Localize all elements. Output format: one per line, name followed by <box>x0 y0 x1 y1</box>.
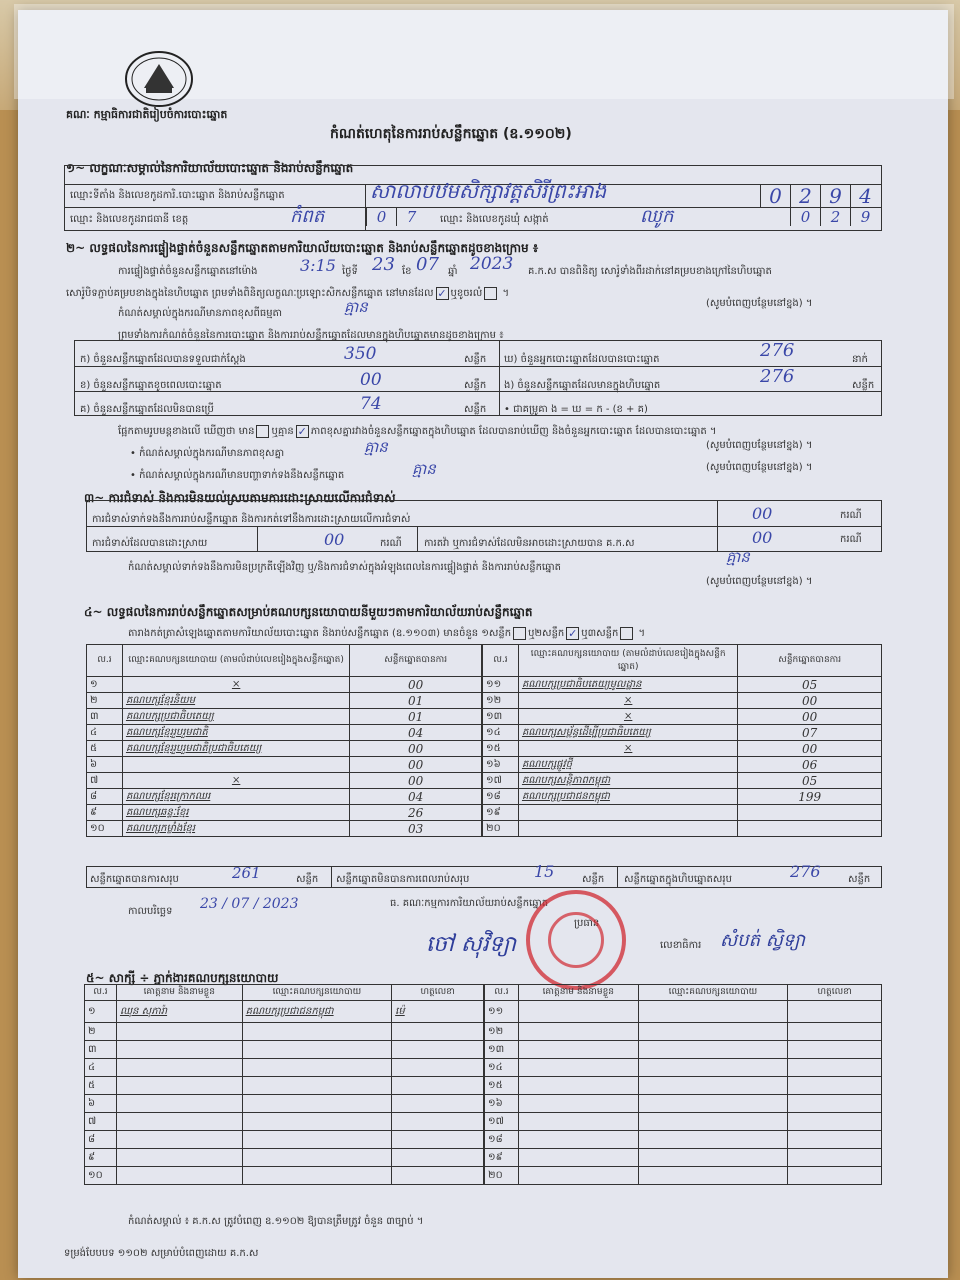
row-votes <box>738 821 882 837</box>
chair-label: ប្រធាន <box>574 918 600 929</box>
table-row <box>483 725 882 741</box>
table-row <box>85 1001 484 1023</box>
site-name: សាលាបឋមសិក្សាវត្តសិរីព្រះអាង <box>370 179 607 203</box>
total-invalid-value: 15 <box>534 862 555 881</box>
verify-time: 3:15 <box>300 256 336 275</box>
table-row <box>87 805 482 821</box>
col-name-header: គោត្តនាម និងនាមខ្លួន <box>518 985 638 1001</box>
row-party: × <box>518 693 737 709</box>
organization-name: គណៈ កម្មាធិការជាតិរៀបចំការបោះឆ្នោត <box>66 108 228 121</box>
table-row <box>87 789 482 805</box>
row-votes: 00 <box>350 757 482 773</box>
province-name: កំពត <box>290 206 325 227</box>
section4-sub: តារាងកត់ត្រាសំឡេងឆ្នោតតាមការិយាល័យបោះឆ្នោត និងរាប់សន្លឹកឆ្នោត (ឧ.១១០៣) មានចំនួន ១សន្លឹក ឬ២សន្លឹក ✓ ឬ៣សន្លឹក ។ <box>128 626 646 640</box>
row-no: ១១ <box>485 1001 519 1023</box>
row-votes <box>738 805 882 821</box>
col-sign-header: ហត្ថលេខា <box>392 985 484 1001</box>
col-votes-header: សន្លឹកឆ្នោតបានការ <box>350 645 482 677</box>
table-row <box>483 805 882 821</box>
row-no: ២ <box>85 1023 117 1041</box>
table-row <box>485 1131 882 1149</box>
note3-value: គ្មាន <box>412 460 436 478</box>
row-no: ៨ <box>85 1131 117 1149</box>
row-no: ១០ <box>87 821 123 837</box>
table-row <box>87 821 482 837</box>
row-votes: 06 <box>738 757 882 773</box>
verify-time-label: ការផ្ទៀងផ្ទាត់ចំនួនសន្លឹកឆ្នោតនៅម៉ោង <box>118 266 258 277</box>
row-no: ៣ <box>85 1041 117 1059</box>
section3-title: ៣~ ការជំទាស់ និងការមិនយល់ស្របតាមការដោះស្រាយលើការជំទាស់ <box>84 491 396 505</box>
table-row <box>85 1095 484 1113</box>
row-no: ១៣ <box>485 1041 519 1059</box>
day-label: ថ្ងៃទី <box>342 266 358 277</box>
witness-header-row <box>485 985 882 1001</box>
row-votes: 00 <box>350 773 482 789</box>
verify-month: 07 <box>416 254 439 275</box>
col-party-header: ឈ្មោះគណបក្សនយោបាយ (តាមលំដាប់លេខរៀងក្នុងសន្លឹកឆ្នោត) <box>122 645 349 677</box>
no-diff-label: ឬគ្មាន <box>271 426 294 437</box>
two-sheets-label: ឬ២សន្លឹក <box>528 628 565 639</box>
table-row <box>85 1167 484 1185</box>
row-no: ២០ <box>485 1167 519 1185</box>
province-label: ឈ្មោះ និងលេខកូដរាជធានី ខេត្ត <box>70 214 189 225</box>
objection-r2-unit: ករណី <box>380 538 402 549</box>
table-row <box>87 693 482 709</box>
section4-title: ៤~ លទ្ធផលនៃការរាប់សន្លឹកឆ្នោតសម្រាប់គណបក្សនយោបាយនីមួយៗតាមការិយាល័យរាប់សន្លឹកឆ្នោត <box>84 605 533 619</box>
one-sheet-checkbox[interactable] <box>513 627 526 640</box>
secretary-signature: សំបត់ ស្វិទ្យា <box>720 930 806 951</box>
row-no: ២០ <box>483 821 519 837</box>
count-d-unit: នាក់ <box>852 354 868 365</box>
table-row <box>87 741 482 757</box>
table-row <box>85 1131 484 1149</box>
row-party: គណបក្សផ្លូវថ្មី <box>518 757 737 773</box>
verify-day: 23 <box>372 254 395 275</box>
count-formula: • ជាគម្រូគា ង = ឃ = ក - (ខ + គ) <box>504 404 648 415</box>
total-box-value: 276 <box>790 862 821 881</box>
damaged-checkbox[interactable] <box>484 287 497 300</box>
row-party: គណបក្សប្រជាធិបតេយ្យ <box>122 709 349 725</box>
row-no: ៩ <box>87 805 123 821</box>
totals-row <box>86 866 882 888</box>
table-row <box>483 709 882 725</box>
count-e-label: ង) ចំនួនសន្លឹកឆ្នោតដែលមានក្នុងហិបឆ្នោត <box>504 380 661 391</box>
table-row <box>87 677 482 693</box>
objection-note-hint: (សូមបំពេញបន្ថែមនៅខ្នង) ។ <box>706 576 813 587</box>
commune-name: ឈូក <box>640 206 674 227</box>
table-row <box>85 1149 484 1167</box>
section2-title: ២~ លទ្ធផលនៃការផ្ទៀងផ្ទាត់ចំនួនសន្លឹកឆ្នោតតាមការិយាល័យបោះឆ្នោត និងរាប់សន្លឹកឆ្នោតដូចខាងក្រោម ៖ <box>66 241 539 255</box>
nec-emblem-logo <box>124 50 194 108</box>
row-no: ៤ <box>85 1059 117 1077</box>
row-sign: ម៉េ <box>392 1001 484 1023</box>
row-votes: 07 <box>738 725 882 741</box>
table-row <box>485 1001 882 1023</box>
row-votes: 00 <box>738 709 882 725</box>
objection-r2b-value: 00 <box>752 528 773 547</box>
row-no: ១ <box>87 677 123 693</box>
table-row <box>485 1041 882 1059</box>
stamp-inner-ring <box>548 912 604 968</box>
row-party: × <box>518 709 737 725</box>
count-a-label: ក) ចំនួនសន្លឹកឆ្នោតដែលបានទទួលជាក់ស្តែង <box>80 354 246 365</box>
objection-r1-unit: ករណី <box>840 510 862 521</box>
total-invalid-unit: សន្លឹក <box>582 874 605 885</box>
table-row <box>85 1023 484 1041</box>
row-no: ១០ <box>85 1167 117 1185</box>
date-label: កាលបរិច្ឆេទ <box>128 906 173 917</box>
table-row <box>485 1095 882 1113</box>
col-no-header: ល.រ <box>485 985 519 1001</box>
note1-value: គ្មាន <box>344 298 368 316</box>
row-votes: 00 <box>738 741 882 757</box>
check-line-rest: ភាពខុសគ្នារវាងចំនួនសន្លឹកឆ្នោតក្នុងហិបឆ្នោត ដែលបានរាប់ឃើញ និងចំនួនអ្នកបោះឆ្នោត ដែលបានបោះឆ្នោត ។ <box>310 426 717 437</box>
row-votes: 04 <box>350 725 482 741</box>
count-c-unit: សន្លឹក <box>464 404 487 415</box>
table-row <box>485 1149 882 1167</box>
row-votes: 26 <box>350 805 482 821</box>
row-no: ៤ <box>87 725 123 741</box>
table-row <box>85 1041 484 1059</box>
form-title: កំណត់ហេតុនៃការរាប់សន្លឹកឆ្នោត (ឧ.១១០២) <box>330 126 572 142</box>
row-no: ១៦ <box>483 757 519 773</box>
row-no: ១៥ <box>485 1077 519 1095</box>
total-valid-value: 261 <box>232 864 261 882</box>
note2-label: • កំណត់សម្គាល់ក្នុងករណីមានភាពខុសគ្នា <box>130 448 285 459</box>
list-intro: ព្រមទាំងការកំណត់ចំនួននៃការបោះឆ្នោត និងការរាប់សន្លឹកឆ្នោតដែលមានក្នុងហិបឆ្នោតមានដូចខាងក្រោម ៖ <box>118 330 504 341</box>
objection-r2-value: 00 <box>324 530 345 549</box>
results-table-left <box>86 644 482 837</box>
verify-line1: គ.ក.ស បានពិនិត្យ សោរ៉ូទាំងពីរដាក់នៅគម្របខាងក្រៅនៃហិបឆ្នោត <box>528 266 772 277</box>
count-b-unit: សន្លឹក <box>464 380 487 391</box>
row-party: គណបក្សប្រជាធិបតេយ្យមូលដ្ឋាន <box>518 677 737 693</box>
row-no: ៨ <box>87 789 123 805</box>
table-row <box>87 725 482 741</box>
objection-r1-label: ការជំទាស់ទាក់ទងនឹងការរាប់សន្លឹកឆ្នោត និងការកត់ទៅនឹងការដោះស្រាយលើការជំទាស់ <box>92 514 411 525</box>
row-no: ១១ <box>483 677 519 693</box>
total-invalid-label: សន្លឹកឆ្នោតមិនបានការពេលរាប់សរុប <box>336 874 470 885</box>
results-table-right <box>482 644 882 837</box>
objection-note-label: កំណត់សម្គាល់ទាក់ទងនឹងការមិនប្រក្រតីឡើងវិញ ឬ/និងការជំទាស់ក្នុងអំឡុងពេលនៃការផ្ទៀងផ្ទាត់ និងការរាប់សន្លឹកឆ្នោត <box>128 562 561 573</box>
note2-hint: (សូមបំពេញបន្ថែមនៅខ្នង) ។ <box>706 440 813 451</box>
year-label: ឆ្នាំ <box>448 266 458 277</box>
row-party <box>518 821 737 837</box>
witness-header-row <box>85 985 484 1001</box>
secretary-label: លេខាធិការ <box>660 940 702 951</box>
row-no: ២ <box>87 693 123 709</box>
row-no: ១៧ <box>483 773 519 789</box>
row-no: ១៤ <box>485 1059 519 1077</box>
row-no: ១៨ <box>485 1131 519 1149</box>
sheet-count-text: តារាងកត់ត្រាសំឡេងឆ្នោតតាមការិយាល័យបោះឆ្នោត និងរាប់សន្លឹកឆ្នោត (ឧ.១១០៣) មានចំនួន ១សន្លឹក <box>128 628 512 639</box>
row-no: ១៩ <box>483 805 519 821</box>
row-no: ៣ <box>87 709 123 725</box>
row-no: ៩ <box>85 1149 117 1167</box>
results-header-row <box>483 645 882 677</box>
date-value: 23 / 07 / 2023 <box>200 896 299 912</box>
row-no: ១៩ <box>485 1149 519 1167</box>
note1-label: កំណត់សម្គាល់ក្នុងករណីមានភាពខុសពីធម្មតា <box>118 308 283 319</box>
table-row <box>87 773 482 789</box>
row-party: គណបក្សឆន្ទៈខ្មែរ <box>122 805 349 821</box>
count-c-label: គ) ចំនួនសន្លឹកឆ្នោតដែលមិនបានប្រើ <box>80 404 214 415</box>
row-party: គណបក្សប្រជាជនកម្ពុជា <box>242 1001 392 1023</box>
check-line-text: ផ្អែកតាមរូបមន្តខាងលើ ឃើញថា មាន <box>118 426 255 437</box>
col-party-header: ឈ្មោះគណបក្សនយោបាយ (តាមលំដាប់លេខរៀងក្នុងសន្លឹកឆ្នោត) <box>518 645 737 677</box>
section5-title: ៥~ សាក្សី ÷ ភ្នាក់ងារគណបក្សនយោបាយ <box>86 971 279 985</box>
col-name-header: គោត្តនាម និងនាមខ្លួន <box>116 985 242 1001</box>
site-label: ឈ្មោះទីតាំង និងលេខកូដការិ.បោះឆ្នោត និងរាប់សន្លឹកឆ្នោត <box>70 190 285 201</box>
table-row <box>485 1023 882 1041</box>
row-party: គណបក្សសម្ព័ន្ធដើម្បីប្រជាធិបតេយ្យ <box>518 725 737 741</box>
row-no: ៧ <box>87 773 123 789</box>
col-no-header: ល.រ <box>85 985 117 1001</box>
row-no: ១៣ <box>483 709 519 725</box>
table-row <box>85 1059 484 1077</box>
no-diff-checkbox[interactable]: ✓ <box>297 424 307 438</box>
count-b-label: ខ) ចំនួនសន្លឹកឆ្នោតខូចពេលបោះឆ្នោត <box>80 380 222 391</box>
row-votes: 00 <box>738 693 882 709</box>
row-no: ១២ <box>485 1023 519 1041</box>
official-stamp <box>526 890 626 990</box>
count-b-value: 00 <box>360 370 382 390</box>
check-line <box>118 424 716 439</box>
col-votes-header: សន្លឹកឆ្នោតបានការ <box>738 645 882 677</box>
row-party: × <box>518 741 737 757</box>
section1-title: ១~ លក្ខណៈសម្គាល់នៃការិយាល័យបោះឆ្នោត និងរាប់សន្លឹកឆ្នោត <box>66 161 354 175</box>
verify-line2-text: សោរ៉ូបិទភ្ជាប់គម្របខាងក្នុងនៃហិបឆ្នោត ព្រមទាំងពិនិត្យលក្ខណៈប្រឡោះសិកសន្លឹកឆ្នោត នៅមានដែល <box>66 288 434 299</box>
col-no-header: ល.រ <box>87 645 123 677</box>
row-name: ឈុន សុភារ៉ា <box>116 1001 242 1023</box>
witness-table-right <box>484 984 882 1185</box>
count-c-value: 74 <box>360 394 382 414</box>
table-row <box>483 773 882 789</box>
two-sheets-checkbox[interactable]: ✓ <box>568 626 578 640</box>
table-row <box>85 1113 484 1131</box>
count-a-unit: សន្លឹក <box>464 354 487 365</box>
objection-r2-label: ការជំទាស់ដែលបានដោះស្រាយ <box>92 538 208 549</box>
has-diff-checkbox[interactable] <box>256 425 269 438</box>
count-e-value: 276 <box>760 366 795 387</box>
row-party: គណបក្សខ្មែររួបរួមជាតិប្រជាធិបតេយ្យ <box>122 741 349 757</box>
intact-checkbox[interactable]: ✓ <box>437 286 447 300</box>
table-row <box>485 1077 882 1095</box>
objection-note-value: គ្មាន <box>726 548 750 566</box>
table-row <box>483 789 882 805</box>
total-box-unit: សន្លឹក <box>848 874 871 885</box>
col-sign-header: ហត្ថលេខា <box>788 985 882 1001</box>
count-d-value: 276 <box>760 340 795 361</box>
row-party: គណបក្សខ្មែររួបរួមជាតិ <box>122 725 349 741</box>
col-party-header: ឈ្មោះគណបក្សនយោបាយ <box>242 985 392 1001</box>
count-e-unit: សន្លឹក <box>852 380 875 391</box>
row-votes: 00 <box>350 741 482 757</box>
table-row <box>485 1059 882 1077</box>
row-no: ១៧ <box>485 1113 519 1131</box>
row-no: ១ <box>85 1001 117 1023</box>
row-party: គណបក្សខ្មែរនិយម <box>122 693 349 709</box>
three-sheets-checkbox[interactable] <box>620 627 633 640</box>
total-box-label: សន្លឹកឆ្នោតក្នុងហិបឆ្នោតសរុប <box>624 874 732 885</box>
table-row <box>87 757 482 773</box>
row-party <box>518 805 737 821</box>
row-no: ៧ <box>85 1113 117 1131</box>
row-party <box>122 757 349 773</box>
total-valid-unit: សន្លឹក <box>296 874 319 885</box>
table-row <box>485 1167 882 1185</box>
table-row <box>485 1113 882 1131</box>
row-no: ១២ <box>483 693 519 709</box>
row-party: × <box>122 677 349 693</box>
row-votes: 05 <box>738 773 882 789</box>
row-no: ១៤ <box>483 725 519 741</box>
commission-label: ធ. គណៈកម្មការការិយាល័យរាប់សន្លឹកឆ្នោត <box>390 898 549 909</box>
objection-r1-value: 00 <box>752 504 773 523</box>
note3-hint: (សូមបំពេញបន្ថែមនៅខ្នង) ។ <box>706 462 813 473</box>
row-party: គណបក្សសន្តិភាពកម្ពុជា <box>518 773 737 789</box>
damaged-label: ឬខូចរលំ <box>450 288 483 299</box>
table-row <box>483 741 882 757</box>
row-party: គណបក្សកម្លាំងខ្មែរ <box>122 821 349 837</box>
row-no: ១៥ <box>483 741 519 757</box>
note3-label: • កំណត់សម្គាល់ក្នុងករណីមានបញ្ហាទាក់ទងនឹងសន្លឹកឆ្នោត <box>130 470 345 481</box>
witness-table-left <box>84 984 484 1185</box>
row-votes: 199 <box>738 789 882 805</box>
row-no: ៥ <box>87 741 123 757</box>
witness-note: កំណត់សម្គាល់ ៖ គ.ក.ស ត្រូវបំពេញ ឧ.១១០២ ឱ្យបានត្រឹមត្រូវ ចំនួន ៣ច្បាប់ ។ <box>128 1216 424 1227</box>
row-no: ៦ <box>85 1095 117 1113</box>
count-a-value: 350 <box>344 344 377 364</box>
col-no-header: ល.រ <box>483 645 519 677</box>
verify-line2: សោរ៉ូបិទភ្ជាប់គម្របខាងក្នុងនៃហិបឆ្នោត ព្រមទាំងពិនិត្យលក្ខណៈប្រឡោះសិកសន្លឹកឆ្នោត នៅមានដែល ✓ ឬខូចរលំ ។ <box>66 286 510 300</box>
row-votes: 05 <box>738 677 882 693</box>
table-row <box>483 757 882 773</box>
commune-label: ឈ្មោះ និងលេខកូដឃុំ សង្កាត់ <box>440 214 549 225</box>
row-party: គណបក្សប្រជាជនកម្ពុជា <box>518 789 737 805</box>
month-label: ខែ <box>402 266 412 277</box>
results-header-row <box>87 645 482 677</box>
total-valid-label: សន្លឹកឆ្នោតបានការសរុប <box>90 874 179 885</box>
chair-signature: ចៅ សុវិទ្យា <box>426 932 517 957</box>
row-no: ១៨ <box>483 789 519 805</box>
objection-r2b-unit: ករណី <box>840 534 862 545</box>
row-no: ៥ <box>85 1077 117 1095</box>
col-party-header: ឈ្មោះគណបក្សនយោបាយ <box>638 985 788 1001</box>
row-no: ១៦ <box>485 1095 519 1113</box>
row-party: × <box>122 773 349 789</box>
row-votes: 01 <box>350 709 482 725</box>
verify-year: 2023 <box>470 254 514 274</box>
table-row <box>483 677 882 693</box>
table-row <box>483 821 882 837</box>
three-sheets-label: ឬ៣សន្លឹក <box>581 628 619 639</box>
note1-hint: (សូមបំពេញបន្ថែមនៅខ្នង) ។ <box>706 298 813 309</box>
count-d-label: ឃ) ចំនួនអ្នកបោះឆ្នោតដែលបានបោះឆ្នោត <box>504 354 660 365</box>
row-no: ៦ <box>87 757 123 773</box>
row-party: គណបក្សខ្មែរក្រោកឈរ <box>122 789 349 805</box>
row-votes: 04 <box>350 789 482 805</box>
row-votes: 03 <box>350 821 482 837</box>
objection-r2b-label: ការតវ៉ា ឬការជំទាស់ដែលមិនអាចដោះស្រាយបាន គ.ក.ស <box>424 538 635 549</box>
table-row <box>85 1077 484 1095</box>
row-votes: 01 <box>350 693 482 709</box>
note2-value: គ្មាន <box>364 438 388 456</box>
form-footer: ទម្រង់បែបបទ ១១០២ សម្រាប់បំពេញដោយ គ.ក.ស <box>64 1248 259 1259</box>
table-row <box>87 709 482 725</box>
row-votes: 00 <box>350 677 482 693</box>
table-row <box>483 693 882 709</box>
